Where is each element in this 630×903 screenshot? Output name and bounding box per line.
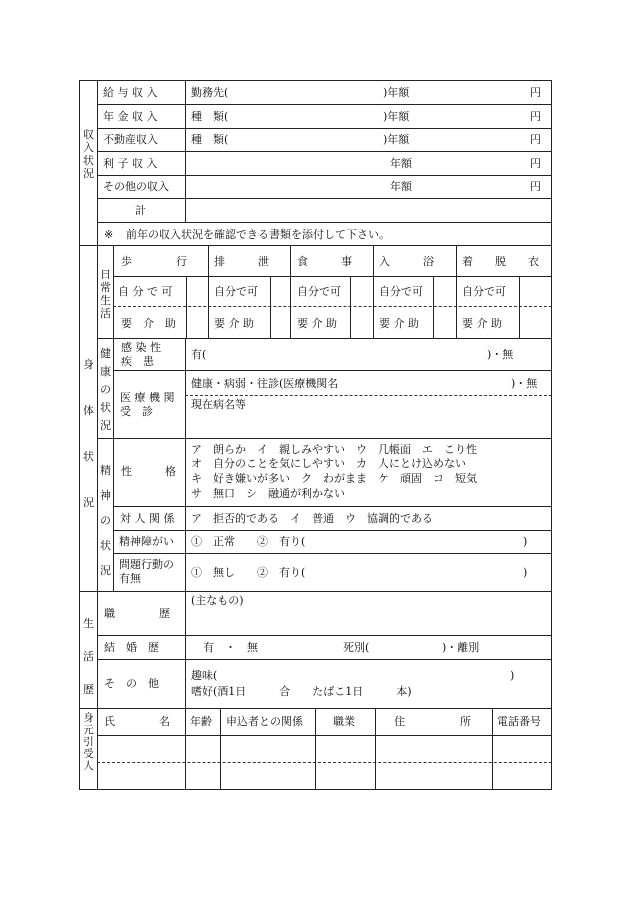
income-row-unit: 円 xyxy=(530,110,541,123)
disorder-close: ) xyxy=(523,535,528,548)
disorder-label: 精神障がい xyxy=(119,535,174,548)
marriage-label: 結 婚 歴 xyxy=(104,641,159,654)
care-needed-eating: 要 介 助 xyxy=(297,317,337,330)
behavior-text: ① 無し ② 有り( xyxy=(191,566,306,579)
other-label: そ の 他 xyxy=(104,677,159,690)
income-row-prefix: 種 類( xyxy=(191,110,229,123)
adl-toilet: 排 泄 xyxy=(214,255,269,268)
hobby-close: ) xyxy=(510,669,515,682)
guarantor-section-label: 身元引受人 xyxy=(83,712,94,772)
guarantor-header-address: 住 所 xyxy=(394,715,471,728)
income-row-amount-label: )年額 xyxy=(383,133,410,146)
daily-life-label: 日常生活 xyxy=(100,268,111,320)
infection-label-1: 感 染 性 xyxy=(121,341,161,354)
preference-text: 嗜好(酒1日 合 たばこ1日 本) xyxy=(191,685,412,698)
care-needed-walking: 要 介 助 xyxy=(121,317,176,330)
medical-line1-close: )・無 xyxy=(511,377,538,390)
personality-line: ア 朗らか イ 親しみやすい ウ 几帳面 エ こり性 xyxy=(191,443,477,456)
self-capable-bathing: 自分で可 xyxy=(379,285,423,298)
care-needed-dressing: 要 介 助 xyxy=(462,317,502,330)
marriage-bereaved: 死別( xyxy=(343,641,370,654)
behavior-close: ) xyxy=(523,566,528,579)
medical-label-2: 受 診 xyxy=(120,405,153,418)
income-row-prefix: 種 類( xyxy=(191,133,229,146)
adl-walking: 歩 行 xyxy=(121,255,187,268)
relations-label: 対 人 関 係 xyxy=(120,512,175,525)
income-row-label: その他の収入 xyxy=(103,180,169,193)
income-total-label: 計 xyxy=(135,204,146,217)
infection-open: 有( xyxy=(191,348,207,361)
income-row-amount-label: 年額 xyxy=(390,157,412,170)
infection-close: )・無 xyxy=(487,348,514,361)
adl-bathing: 入 浴 xyxy=(379,255,434,268)
personality-line: サ 無口 シ 融通が利かない xyxy=(191,487,345,500)
hobby-open: 趣味( xyxy=(191,669,218,682)
income-row-amount-label: )年額 xyxy=(383,110,410,123)
health-label: 健康の状況 xyxy=(100,347,111,432)
adl-eating: 食 事 xyxy=(297,255,352,268)
personality-label: 性 格 xyxy=(121,465,176,478)
income-row-unit: 円 xyxy=(530,133,541,146)
income-note-text: 前年の収入状況を確認できる書類を添付して下さい。 xyxy=(126,228,390,241)
income-row-label: 給 与 収 入 xyxy=(103,86,158,99)
income-row-amount-label: 年額 xyxy=(390,180,412,193)
history-section-label: 生活歴 xyxy=(83,617,94,696)
income-row-prefix: 勤務先( xyxy=(191,86,229,99)
personality-line: キ 好き嫌いが多い ク わがまま ケ 頑固 コ 短気 xyxy=(191,472,477,485)
income-row-amount-label: )年額 xyxy=(383,86,410,99)
guarantor-header-job: 職業 xyxy=(333,715,355,728)
marriage-divorce: )・離別 xyxy=(442,641,480,654)
relations-text: ア 拒否的である イ 普通 ウ 協調的である xyxy=(191,512,433,525)
guarantor-header-name: 氏 名 xyxy=(104,715,170,728)
medical-label-1: 医 療 機 関 xyxy=(120,391,175,404)
guarantor-header-age: 年齢 xyxy=(190,715,212,728)
income-row-unit: 円 xyxy=(530,180,541,193)
career-text: (主なもの) xyxy=(191,594,244,607)
body-section-label: 身体状況 xyxy=(83,358,94,509)
care-needed-toilet: 要 介 助 xyxy=(214,317,254,330)
self-capable-dressing: 自分で可 xyxy=(462,285,506,298)
infection-label-2: 疾 患 xyxy=(121,355,154,368)
income-row-unit: 円 xyxy=(530,86,541,99)
medical-line2: 現在病名等 xyxy=(191,398,246,411)
adl-dressing: 着 脱 衣 xyxy=(462,255,539,268)
income-row-label: 利 子 収 入 xyxy=(103,157,158,170)
income-note-mark: ※ xyxy=(104,228,114,241)
self-capable-walking: 自 分 で 可 xyxy=(118,285,173,298)
personality-line: オ 自分のことを気にしやすい カ 人にとけ込めない xyxy=(191,457,466,470)
self-capable-toilet: 自分で可 xyxy=(214,285,258,298)
behavior-label-2: 有無 xyxy=(119,572,141,585)
income-row-unit: 円 xyxy=(530,157,541,170)
self-capable-eating: 自分で可 xyxy=(297,285,341,298)
medical-line1-open: 健康・病弱・往診(医療機関名 xyxy=(191,377,339,390)
income-section-label: 収入状況 xyxy=(83,128,94,180)
guarantor-header-phone: 電話番号 xyxy=(497,715,541,728)
disorder-text: ① 正常 ② 有り( xyxy=(191,535,306,548)
mental-label: 精神の状況 xyxy=(100,464,111,577)
guarantor-header-relation: 申込者との関係 xyxy=(226,715,303,728)
income-row-label: 年 金 収 入 xyxy=(103,110,158,123)
career-label: 職 歴 xyxy=(104,607,170,620)
marriage-text: 有 ・ 無 xyxy=(203,641,258,654)
income-row-label: 不動産収入 xyxy=(103,133,158,146)
behavior-label-1: 問題行動の xyxy=(119,558,174,571)
care-needed-bathing: 要 介 助 xyxy=(379,317,419,330)
